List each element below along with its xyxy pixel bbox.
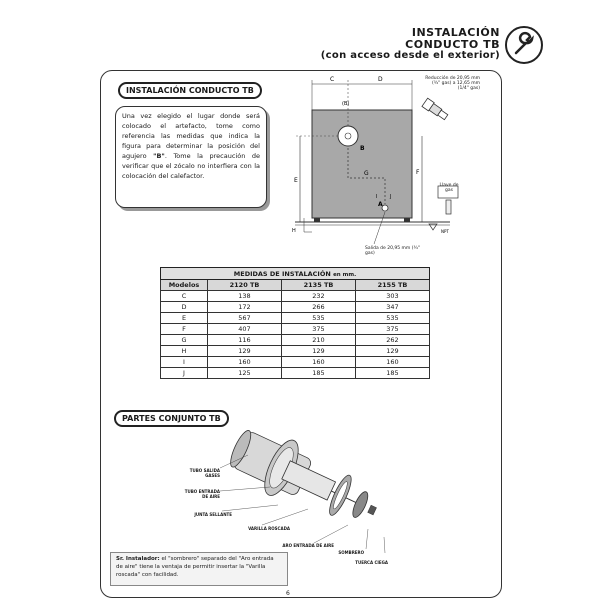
- instructions-text-c: . Tome la precaución de verificar que el zócalo no interfiera con la colocación del calefactor.: [122, 152, 260, 180]
- cell-value: 232: [282, 291, 356, 302]
- row-model: F: [161, 324, 208, 335]
- col-header-models: Modelos: [161, 280, 208, 291]
- row-model: H: [161, 346, 208, 357]
- part-label-tubo-salida: TUBO SALIDA GASES: [189, 468, 220, 478]
- cell-value: 266: [282, 302, 356, 313]
- installer-note-text: el "sombrero" separado del "Aro entrada de aire" tiene la ventaja de permitir insertar la "Varilla roscada" con facilidad.: [116, 556, 274, 578]
- instructions-text-b: "B": [153, 152, 165, 160]
- row-model: E: [161, 313, 208, 324]
- gas-key-label: Llave de gas: [439, 183, 459, 193]
- dim-label-d: D: [378, 76, 383, 83]
- instructions-text-a: Una vez elegido el lugar donde será colocado el artefacto, tome como referencia las medidas que indica la figura para determinar la posición del agujero: [122, 112, 260, 160]
- installer-note: [110, 552, 288, 586]
- section-title-parts: PARTES CONJUNTO TB: [114, 410, 229, 427]
- dim-label-f: F: [416, 169, 420, 176]
- cell-value: 375: [356, 324, 430, 335]
- part-label-varilla: VARILLA ROSCADA: [248, 526, 290, 531]
- cell-value: 138: [208, 291, 282, 302]
- part-label-aro: ARO ENTRADA DE AIRE: [282, 543, 334, 548]
- cell-value: 185: [356, 368, 430, 379]
- cell-value: 129: [282, 346, 356, 357]
- parts-exploded-diagram: [200, 425, 400, 555]
- cell-value: 160: [208, 357, 282, 368]
- instructions-box: [115, 106, 267, 208]
- table-caption: [161, 268, 430, 280]
- connection-label-a: A: [378, 201, 383, 208]
- cell-value: 262: [356, 335, 430, 346]
- dim-label-c: C: [330, 76, 335, 83]
- col-header-2155: 2155 TB: [356, 280, 430, 291]
- installer-note-bold: Sr. Instalador:: [116, 556, 160, 562]
- dim-label-e: E: [294, 177, 298, 184]
- header-title-line2: CONDUCTO TB: [405, 38, 500, 51]
- part-label-junta: JUNTA SELLANTE: [194, 512, 232, 517]
- table-header-row: [161, 280, 430, 291]
- cell-value: 185: [282, 368, 356, 379]
- reducer-label: Reducción de 20,95 mm (¾" gas) a 12,65 mm (1/4" gas): [425, 76, 480, 91]
- dim-label-j: J: [390, 194, 392, 200]
- table-row: [161, 302, 430, 313]
- installation-measures-table: [160, 267, 430, 379]
- col-header-2135: 2135 TB: [282, 280, 356, 291]
- cell-value: 375: [282, 324, 356, 335]
- header-title-line1: INSTALACIÓN: [411, 26, 500, 39]
- cell-value: 160: [282, 357, 356, 368]
- part-label-tubo-entrada: TUBO ENTRADA DE AIRE: [184, 489, 220, 499]
- symbol-label-b: (B): [342, 101, 350, 107]
- table-caption-unit: en mm.: [333, 271, 357, 278]
- cell-value: 347: [356, 302, 430, 313]
- cell-value: 129: [208, 346, 282, 357]
- header-subtitle: (con acceso desde el exterior): [320, 50, 500, 61]
- cell-value: 172: [208, 302, 282, 313]
- cell-value: 129: [356, 346, 430, 357]
- part-label-sombrero: SOMBRERO: [338, 550, 364, 555]
- col-header-2120: 2120 TB: [208, 280, 282, 291]
- cell-value: 116: [208, 335, 282, 346]
- table-caption-text: MEDIDAS DE INSTALACIÓN: [233, 269, 331, 278]
- npt-label: NPT: [441, 229, 449, 234]
- table-row: [161, 324, 430, 335]
- cell-value: 125: [208, 368, 282, 379]
- table-row: [161, 313, 430, 324]
- row-model: G: [161, 335, 208, 346]
- table-row: [161, 357, 430, 368]
- part-label-tuerca: TUERCA CIEGA: [355, 560, 388, 565]
- cell-value: 535: [282, 313, 356, 324]
- cell-value: 407: [208, 324, 282, 335]
- wrench-icon: [505, 26, 543, 64]
- page-number: 6: [286, 590, 290, 597]
- row-model: D: [161, 302, 208, 313]
- dim-label-h: H: [292, 228, 296, 234]
- table-row: [161, 291, 430, 302]
- table-row: [161, 346, 430, 357]
- cell-value: 160: [356, 357, 430, 368]
- row-model: C: [161, 291, 208, 302]
- hole-label-b: B: [360, 145, 365, 152]
- cell-value: 567: [208, 313, 282, 324]
- gas-outlet-label: Salida de 20,95 mm (¾" gas): [365, 246, 420, 256]
- row-model: J: [161, 368, 208, 379]
- installation-diagram: [290, 72, 470, 262]
- cell-value: 303: [356, 291, 430, 302]
- section-title-installation: INSTALACIÓN CONDUCTO TB: [118, 82, 262, 99]
- dim-label-g: G: [364, 170, 369, 177]
- row-model: I: [161, 357, 208, 368]
- table-row: [161, 368, 430, 379]
- dim-label-i: I: [376, 194, 378, 200]
- cell-value: 535: [356, 313, 430, 324]
- cell-value: 210: [282, 335, 356, 346]
- table-row: [161, 335, 430, 346]
